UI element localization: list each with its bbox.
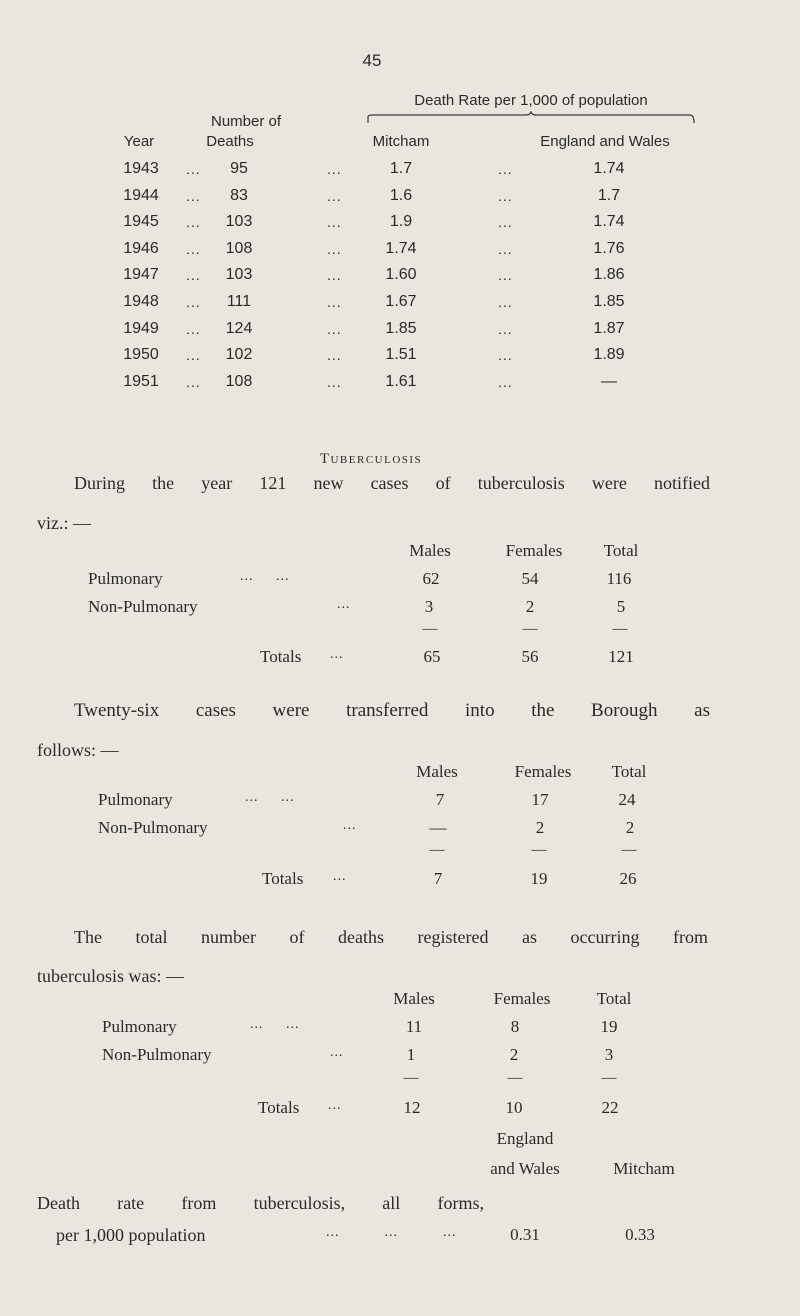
transferred-females-header: Females <box>514 762 572 781</box>
leader-dots: ... <box>498 188 513 204</box>
notified-nonpulmonary-males: 3 <box>424 597 434 616</box>
notified-nonpulmonary-label: Non-Pulmonary <box>88 597 198 616</box>
leader-dots: ... <box>186 374 201 390</box>
transferred-total-header: Total <box>611 762 647 781</box>
notified-pulmonary-label: Pulmonary <box>88 569 163 588</box>
notified-males-header: Males <box>409 541 451 560</box>
transferred-intro-line2: follows: — <box>37 740 119 760</box>
death-table-cell-year: 1945 <box>123 213 159 230</box>
deaths-totals-total: 22 <box>601 1098 619 1117</box>
death-table-cell-mitcham: 1.85 <box>385 320 417 337</box>
death-table-cell-england-wales: 1.87 <box>593 320 625 337</box>
year-header: Year <box>123 133 155 150</box>
leader-dots: ... <box>498 161 513 177</box>
deaths-nonpulmonary-label: Non-Pulmonary <box>102 1045 212 1064</box>
notified-totals-label: Totals <box>260 647 302 666</box>
deaths-pulmonary-label: Pulmonary <box>102 1017 177 1036</box>
deaths-totals-females: 10 <box>505 1098 523 1117</box>
death-table-cell-deaths: 108 <box>225 373 253 390</box>
transferred-males-header: Males <box>416 762 458 781</box>
leader-dots: ... <box>186 161 201 177</box>
death-table-cell-england-wales: 1.86 <box>593 266 625 283</box>
notified-rule-total: — <box>612 621 628 637</box>
leader-dots: ... <box>327 294 342 310</box>
leader-dots: ... <box>186 347 201 363</box>
notified-pulmonary-males: 62 <box>422 569 440 588</box>
deaths-intro-line1: The total number of deaths registered as occurring from <box>74 927 708 947</box>
leader-dots: ... <box>498 374 513 390</box>
death-table-cell-england-wales: 1.74 <box>593 213 625 230</box>
leader-dots: ... <box>327 347 342 363</box>
death-table-cell-deaths: 83 <box>230 187 248 204</box>
leader-dots: ... <box>327 321 342 337</box>
section-heading: Tuberculosis <box>319 451 423 467</box>
deaths-rule-females: — <box>507 1070 523 1086</box>
england-wales-header: England and Wales <box>540 133 670 150</box>
death-table-cell-england-wales: 1.76 <box>593 240 625 257</box>
transferred-totals-total: 26 <box>619 869 637 888</box>
deaths-males-header: Males <box>393 989 435 1008</box>
notified-totals-total: 121 <box>608 647 634 666</box>
deaths-intro-line2: tuberculosis was: — <box>37 966 184 986</box>
rate-group-brace <box>366 111 696 125</box>
notified-totals-females: 56 <box>521 647 539 666</box>
death-table-cell-deaths: 108 <box>225 240 253 257</box>
death-table-cell-deaths: 124 <box>225 320 253 337</box>
transferred-pulmonary-label: Pulmonary <box>98 790 173 809</box>
leader-dots: ... <box>186 188 201 204</box>
deaths-nonpulmonary-females: 2 <box>509 1045 519 1064</box>
transferred-rule-total: — <box>621 842 637 858</box>
death-table-cell-year: 1951 <box>123 373 159 390</box>
leader-dots: ... <box>186 321 201 337</box>
death-table-cell-year: 1950 <box>123 346 159 363</box>
rate-col1-header-line2: and Wales <box>490 1159 560 1178</box>
leader-dots: ... <box>186 214 201 230</box>
deaths-total-header: Total <box>596 989 632 1008</box>
deaths-females-header: Females <box>493 989 551 1008</box>
notified-rule-males: — <box>422 621 438 637</box>
deaths-pulmonary-females: 8 <box>510 1017 520 1036</box>
death-table-cell-deaths: 95 <box>230 160 248 177</box>
notified-females-header: Females <box>505 541 563 560</box>
notified-intro-line2: viz.: — <box>37 513 91 533</box>
leader-dots: ... <box>327 267 342 283</box>
notified-totals-males: 65 <box>423 647 441 666</box>
death-table-cell-year: 1943 <box>123 160 159 177</box>
deaths-header-line1: Number of <box>210 113 282 130</box>
transferred-nonpulmonary-females: 2 <box>535 818 545 837</box>
death-table-cell-deaths: 111 <box>226 293 252 310</box>
notified-pulmonary-females: 54 <box>521 569 539 588</box>
rate-col2-header: Mitcham <box>613 1159 675 1178</box>
death-table-cell-england-wales: — <box>601 373 617 390</box>
leader-dots: ... <box>186 294 201 310</box>
deaths-rule-males: — <box>403 1070 419 1086</box>
transferred-rule-females: — <box>531 842 547 858</box>
death-table-cell-year: 1948 <box>123 293 159 310</box>
deaths-header-line2: Deaths <box>206 133 254 150</box>
death-table-cell-mitcham: 1.9 <box>389 213 413 230</box>
death-table-cell-england-wales: 1.7 <box>597 187 621 204</box>
death-table-cell-mitcham: 1.60 <box>385 266 417 283</box>
transferred-nonpulmonary-males: — <box>429 818 447 837</box>
leader-dots: ... <box>327 188 342 204</box>
death-table-cell-deaths: 103 <box>225 213 253 230</box>
death-table-cell-england-wales: 1.89 <box>593 346 625 363</box>
transferred-pulmonary-females: 17 <box>531 790 549 809</box>
deaths-rule-total: — <box>601 1070 617 1086</box>
transferred-nonpulmonary-label: Non-Pulmonary <box>98 818 208 837</box>
leader-dots: ... <box>327 241 342 257</box>
leader-dots: ... <box>498 347 513 363</box>
page-number: 45 <box>362 51 382 70</box>
transferred-totals-males: 7 <box>433 869 443 888</box>
rate-col1-header-line1: England <box>496 1129 554 1148</box>
notified-total-header: Total <box>603 541 639 560</box>
notified-nonpulmonary-females: 2 <box>525 597 535 616</box>
notified-pulmonary-total: 116 <box>606 569 632 588</box>
death-table-cell-england-wales: 1.85 <box>593 293 625 310</box>
leader-dots: ... <box>498 321 513 337</box>
death-table-cell-mitcham: 1.6 <box>389 187 413 204</box>
deaths-totals-label: Totals <box>258 1098 300 1117</box>
deaths-pulmonary-males: 11 <box>405 1017 423 1036</box>
leader-dots: ... <box>498 214 513 230</box>
leader-dots: ... <box>327 374 342 390</box>
transferred-nonpulmonary-total: 2 <box>625 818 635 837</box>
leader-dots: ... <box>186 267 201 283</box>
rate-label-line2: per 1,000 population <box>56 1225 206 1245</box>
deaths-pulmonary-total: 19 <box>600 1017 618 1036</box>
death-table-cell-mitcham: 1.67 <box>385 293 417 310</box>
transferred-pulmonary-males: 7 <box>435 790 445 809</box>
leader-dots: ... <box>327 161 342 177</box>
leader-dots: ... <box>498 267 513 283</box>
leader-dots: ... <box>498 241 513 257</box>
death-table-cell-mitcham: 1.51 <box>385 346 417 363</box>
transferred-pulmonary-total: 24 <box>618 790 636 809</box>
death-table-cell-mitcham: 1.61 <box>385 373 417 390</box>
deaths-nonpulmonary-total: 3 <box>604 1045 614 1064</box>
death-table-cell-deaths: 102 <box>225 346 253 363</box>
death-table-cell-mitcham: 1.74 <box>385 240 417 257</box>
transferred-rule-males: — <box>429 842 445 858</box>
transferred-totals-females: 19 <box>530 869 548 888</box>
deaths-nonpulmonary-males: 1 <box>406 1045 416 1064</box>
mitcham-header: Mitcham <box>372 133 430 150</box>
rate-label-line1: Death rate from tuberculosis, all forms, <box>37 1193 484 1213</box>
death-table-cell-england-wales: 1.74 <box>593 160 625 177</box>
death-table-cell-year: 1949 <box>123 320 159 337</box>
rate-group-header: Death Rate per 1,000 of population <box>414 92 648 109</box>
notified-nonpulmonary-total: 5 <box>616 597 626 616</box>
death-table-cell-year: 1944 <box>123 187 159 204</box>
rate-england-wales-value: 0.31 <box>510 1225 540 1244</box>
rate-leader-dots: ... ... ... <box>326 1225 457 1240</box>
transferred-totals-label: Totals <box>262 869 304 888</box>
deaths-totals-males: 12 <box>403 1098 421 1117</box>
death-table-cell-mitcham: 1.7 <box>389 160 413 177</box>
death-table-cell-year: 1947 <box>123 266 159 283</box>
leader-dots: ... <box>186 241 201 257</box>
leader-dots: ... <box>498 294 513 310</box>
rate-mitcham-value: 0.33 <box>625 1225 655 1244</box>
transferred-intro-line1: Twenty-six cases were transferred into the Borough as <box>74 700 710 721</box>
death-table-cell-deaths: 103 <box>225 266 253 283</box>
notified-intro-line1: During the year 121 new cases of tuberculosis were notified <box>74 473 710 493</box>
death-table-cell-year: 1946 <box>123 240 159 257</box>
leader-dots: ... <box>327 214 342 230</box>
notified-rule-females: — <box>522 621 538 637</box>
